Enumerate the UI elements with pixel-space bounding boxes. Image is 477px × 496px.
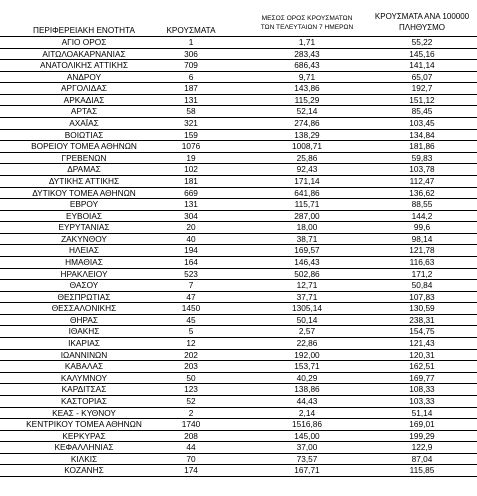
cell-seven-day-average: 40,29 — [296, 372, 318, 383]
cell-cases-per-100000: 122,9 — [411, 442, 433, 453]
cell-region: ΚΕΦΑΛΛΗΝΙΑΣ — [54, 442, 114, 453]
cell-region: ΚΑΒΑΛΑΣ — [64, 361, 104, 372]
table-row — [0, 384, 477, 396]
cell-cases-per-100000: 145,16 — [409, 48, 435, 59]
cell-cases: 669 — [184, 187, 198, 198]
cell-region: ΒΟΡΕΙΟΥ ΤΟΜΕΑ ΑΘΗΝΩΝ — [31, 141, 137, 152]
header-cases: ΚΡΟΥΣΜΑΤΑ — [166, 26, 216, 35]
table-row — [0, 130, 477, 142]
cell-seven-day-average: 153,71 — [294, 361, 320, 372]
cell-cases-per-100000: 103,78 — [409, 164, 435, 175]
cell-cases: 131 — [184, 199, 198, 210]
cell-cases: 709 — [184, 60, 198, 71]
cell-region: ΖΑΚΥΝΘΟΥ — [61, 233, 107, 244]
cell-seven-day-average: 145,00 — [294, 430, 320, 441]
header-seven-day-average — [242, 14, 372, 32]
table-row — [0, 164, 477, 176]
table-row — [0, 234, 477, 246]
cell-cases: 131 — [184, 94, 198, 105]
cell-cases: 304 — [184, 210, 198, 221]
table-row — [0, 222, 477, 234]
table-row — [0, 49, 477, 61]
cell-cases: 70 — [186, 453, 196, 464]
cell-region: ΙΚΑΡΙΑΣ — [68, 338, 100, 349]
cell-seven-day-average: 283,43 — [294, 48, 320, 59]
cell-cases: 306 — [184, 48, 198, 59]
table-row — [0, 408, 477, 420]
cell-region: ΑΡΤΑΣ — [70, 106, 98, 117]
cell-region: ΔΥΤΙΚΗΣ ΑΤΤΙΚΗΣ — [48, 175, 120, 186]
header-avg-line-1: ΜΕΣΟΣ ΟΡΟΣ ΚΡΟΥΣΜΑΤΩΝ — [261, 15, 353, 22]
cell-cases-per-100000: 192,7 — [411, 83, 433, 94]
cell-seven-day-average: 73,57 — [296, 453, 318, 464]
cell-cases: 6 — [188, 71, 194, 82]
cell-cases: 12 — [186, 338, 196, 349]
cell-cases-per-100000: 88,55 — [411, 199, 433, 210]
cell-cases: 20 — [186, 222, 196, 233]
cell-seven-day-average: 641,86 — [294, 187, 320, 198]
header-per-line-2: ΠΛΗΘΥΣΜΟ — [398, 23, 446, 32]
cell-cases-per-100000: 121,43 — [409, 338, 435, 349]
table-row — [0, 361, 477, 373]
header-region: ΠΕΡΙΦΕΡΕΙΑΚΗ ΕΝΟΤΗΤΑ — [33, 26, 135, 35]
cell-seven-day-average: 2,57 — [298, 326, 316, 337]
table-row — [0, 60, 477, 72]
table-row — [0, 188, 477, 200]
cell-cases: 1 — [188, 37, 194, 47]
cell-cases-per-100000: 59,83 — [411, 152, 433, 163]
table-row — [0, 431, 477, 443]
cell-seven-day-average: 44,43 — [296, 395, 318, 406]
table-row — [0, 338, 477, 350]
cell-cases-per-100000: 171,2 — [411, 268, 433, 279]
header-avg-line-2: ΤΩΝ ΤΕΛΕΥΤΑΙΩΝ 7 ΗΜΕΡΩΝ — [260, 24, 354, 31]
table-row — [0, 396, 477, 408]
cell-seven-day-average: 50,14 — [296, 314, 318, 325]
table-row — [0, 211, 477, 223]
cell-cases-per-100000: 162,51 — [409, 361, 435, 372]
cell-cases-per-100000: 112,47 — [409, 175, 435, 186]
cell-cases-per-100000: 169,77 — [409, 372, 435, 383]
table-row — [0, 72, 477, 84]
cell-cases-per-100000: 120,31 — [409, 349, 435, 360]
cell-region: ΔΡΑΜΑΣ — [67, 164, 101, 175]
table-row — [0, 257, 477, 269]
cell-cases: 203 — [184, 361, 198, 372]
cell-seven-day-average: 12,71 — [296, 280, 318, 291]
cell-seven-day-average: 167,71 — [294, 465, 320, 476]
cell-cases: 40 — [186, 233, 196, 244]
cell-region: ΑΝΔΡΟΥ — [66, 71, 102, 82]
cell-seven-day-average: 52,14 — [296, 106, 318, 117]
cell-region: ΘΕΣΣΑΛΟΝΙΚΗΣ — [51, 303, 117, 314]
cell-seven-day-average: 22,86 — [296, 338, 318, 349]
table-row — [0, 292, 477, 304]
cell-seven-day-average: 1008,71 — [292, 141, 322, 152]
cell-cases-per-100000: 103,33 — [409, 395, 435, 406]
cell-cases: 44 — [186, 442, 196, 453]
cell-cases-per-100000: 99,6 — [413, 222, 431, 233]
cell-cases-per-100000: 134,84 — [409, 129, 435, 140]
cell-cases-per-100000: 85,45 — [411, 106, 433, 117]
cell-seven-day-average: 171,14 — [294, 175, 320, 186]
cell-seven-day-average: 1516,86 — [292, 419, 322, 430]
table-row — [0, 176, 477, 188]
table-header — [0, 10, 477, 37]
cell-cases: 174 — [184, 465, 198, 476]
header-cases-per-100000 — [372, 11, 472, 33]
table-row — [0, 118, 477, 130]
cell-cases-per-100000: 103,45 — [409, 118, 435, 129]
table-row — [0, 454, 477, 466]
cell-seven-day-average: 1305,14 — [292, 303, 322, 314]
cell-cases-per-100000: 87,04 — [411, 453, 433, 464]
cell-cases-per-100000: 55,22 — [411, 37, 433, 47]
cell-cases: 187 — [184, 83, 198, 94]
table-row — [0, 153, 477, 165]
table-row — [0, 442, 477, 454]
cell-cases-per-100000: 141,14 — [409, 60, 435, 71]
cell-cases-per-100000: 108,33 — [409, 384, 435, 395]
cell-cases: 50 — [186, 372, 196, 383]
cell-cases-per-100000: 169,01 — [409, 419, 435, 430]
cell-cases-per-100000: 154,75 — [409, 326, 435, 337]
cell-region: ΘΗΡΑΣ — [69, 314, 99, 325]
table-body — [0, 37, 477, 477]
cell-region: ΗΡΑΚΛΕΙΟΥ — [60, 268, 108, 279]
cell-cases: 45 — [186, 314, 196, 325]
cell-cases: 47 — [186, 291, 196, 302]
cell-cases-per-100000: 151,12 — [409, 94, 435, 105]
cell-seven-day-average: 115,29 — [294, 94, 320, 105]
cell-cases: 321 — [184, 118, 198, 129]
cell-cases-per-100000: 50,84 — [411, 280, 433, 291]
cell-cases: 5 — [188, 326, 194, 337]
cell-cases-per-100000: 51,14 — [411, 407, 433, 418]
cell-cases: 208 — [184, 430, 198, 441]
cell-seven-day-average: 37,71 — [296, 291, 318, 302]
cell-region: ΗΛΕΙΑΣ — [68, 245, 100, 256]
cell-cases: 194 — [184, 245, 198, 256]
cell-seven-day-average: 18,00 — [296, 222, 318, 233]
cell-region: ΑΙΤΩΛΟΑΚΑΡΝΑΝΙΑΣ — [42, 48, 126, 59]
cell-cases-per-100000: 116,63 — [409, 256, 435, 267]
table-row — [0, 419, 477, 431]
cell-region: ΕΥΒΟΙΑΣ — [65, 210, 103, 221]
cell-cases-per-100000: 130,59 — [409, 303, 435, 314]
cell-region: ΕΒΡΟΥ — [69, 199, 99, 210]
cell-region: ΑΓΙΟ ΟΡΟΣ — [61, 37, 107, 47]
cell-cases: 202 — [184, 349, 198, 360]
table-row — [0, 95, 477, 107]
cell-seven-day-average: 192,00 — [294, 349, 320, 360]
cell-region: ΚΑΡΔΙΤΣΑΣ — [61, 384, 107, 395]
cell-region: ΚΕΑΣ - ΚΥΘΝΟΥ — [52, 407, 116, 418]
cell-cases-per-100000: 115,85 — [409, 465, 435, 476]
cell-region: ΔΥΤΙΚΟΥ ΤΟΜΕΑ ΑΘΗΝΩΝ — [32, 187, 136, 198]
cell-region: ΘΑΣΟΥ — [69, 280, 99, 291]
table-row — [0, 280, 477, 292]
cell-cases-per-100000: 238,31 — [409, 314, 435, 325]
cell-cases: 164 — [184, 256, 198, 267]
cell-region: ΙΘΑΚΗΣ — [68, 326, 100, 337]
cell-seven-day-average: 92,43 — [296, 164, 318, 175]
cell-region: ΓΡΕΒΕΝΩΝ — [61, 152, 107, 163]
table-row — [0, 315, 477, 327]
cell-region: ΚΙΛΚΙΣ — [70, 453, 98, 464]
table-row — [0, 303, 477, 315]
cell-cases-per-100000: 107,83 — [409, 291, 435, 302]
cell-region: ΚΟΖΑΝΗΣ — [64, 465, 104, 476]
cell-cases: 523 — [184, 268, 198, 279]
cell-seven-day-average: 25,86 — [296, 152, 318, 163]
cell-cases-per-100000: 121,78 — [409, 245, 435, 256]
cell-seven-day-average: 38,71 — [296, 233, 318, 244]
cell-cases: 7 — [188, 280, 194, 291]
cell-seven-day-average: 37,00 — [296, 442, 318, 453]
cell-seven-day-average: 686,43 — [294, 60, 320, 71]
cell-region: ΘΕΣΠΡΩΤΙΑΣ — [57, 291, 111, 302]
cell-region: ΑΝΑΤΟΛΙΚΗΣ ΑΤΤΙΚΗΣ — [39, 60, 129, 71]
cell-cases: 159 — [184, 129, 198, 140]
cell-seven-day-average: 115,71 — [294, 199, 320, 210]
table-row — [0, 83, 477, 95]
cell-cases: 1076 — [181, 141, 201, 152]
table-row — [0, 326, 477, 338]
cell-cases-per-100000: 98,14 — [411, 233, 433, 244]
cell-cases-per-100000: 136,62 — [409, 187, 435, 198]
table-row — [0, 465, 477, 477]
cell-region: ΚΕΝΤΡΙΚΟΥ ΤΟΜΕΑ ΑΘΗΝΩΝ — [26, 419, 142, 430]
cell-cases-per-100000: 144,2 — [411, 210, 433, 221]
cell-cases-per-100000: 199,29 — [409, 430, 435, 441]
cell-seven-day-average: 138,29 — [294, 129, 320, 140]
cell-seven-day-average: 2,14 — [298, 407, 316, 418]
cell-seven-day-average: 169,57 — [294, 245, 320, 256]
cell-seven-day-average: 502,86 — [294, 268, 320, 279]
cell-seven-day-average: 138,86 — [294, 384, 320, 395]
table-row — [0, 141, 477, 153]
cell-region: ΚΑΣΤΟΡΙΑΣ — [60, 395, 108, 406]
cell-seven-day-average: 274,86 — [294, 118, 320, 129]
header-per-line-1: ΚΡΟΥΣΜΑΤΑ ΑΝΑ 100000 — [374, 12, 470, 21]
cell-seven-day-average: 9,71 — [298, 71, 316, 82]
cell-region: ΕΥΡΥΤΑΝΙΑΣ — [58, 222, 110, 233]
cell-cases-per-100000: 65,07 — [411, 71, 433, 82]
table-row — [0, 199, 477, 211]
cell-cases: 102 — [184, 164, 198, 175]
table-row — [0, 245, 477, 257]
cell-cases: 1740 — [181, 419, 201, 430]
cell-region: ΑΧΑΪΑΣ — [69, 118, 99, 129]
table-row — [0, 37, 477, 49]
table-row — [0, 269, 477, 281]
cell-seven-day-average: 1,71 — [298, 37, 316, 47]
cell-region: ΚΑΛΥΜΝΟΥ — [60, 372, 108, 383]
table-row — [0, 373, 477, 385]
cell-cases: 2 — [188, 407, 194, 418]
cell-region: ΗΜΑΘΙΑΣ — [65, 256, 103, 267]
cell-region: ΚΕΡΚΥΡΑΣ — [62, 430, 106, 441]
cell-cases: 19 — [186, 152, 196, 163]
cell-cases: 123 — [184, 384, 198, 395]
table-row — [0, 350, 477, 362]
cell-region: ΑΡΚΑΔΙΑΣ — [63, 94, 105, 105]
cell-region: ΒΟΙΩΤΙΑΣ — [64, 129, 104, 140]
table-row — [0, 106, 477, 118]
cell-region: ΙΩΑΝΝΙΝΩΝ — [60, 349, 108, 360]
cell-seven-day-average: 146,43 — [294, 256, 320, 267]
cell-cases-per-100000: 181,86 — [409, 141, 435, 152]
cell-cases: 52 — [186, 395, 196, 406]
cell-region: ΑΡΓΟΛΙΔΑΣ — [61, 83, 107, 94]
cell-cases: 181 — [184, 175, 198, 186]
cell-seven-day-average: 287,00 — [294, 210, 320, 221]
cell-cases: 58 — [186, 106, 196, 117]
cell-seven-day-average: 143,86 — [294, 83, 320, 94]
cell-cases: 1450 — [181, 303, 201, 314]
